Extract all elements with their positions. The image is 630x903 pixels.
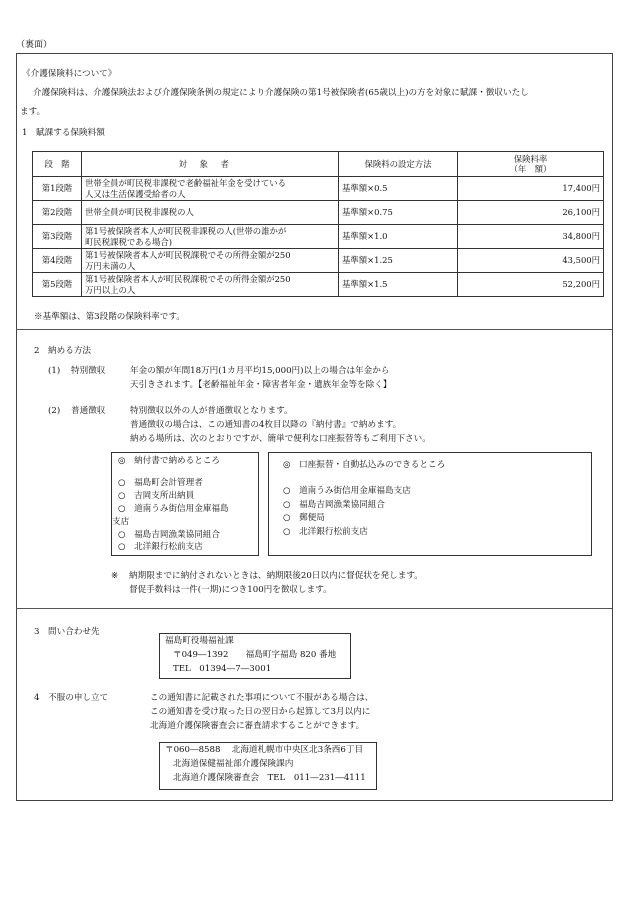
payment-slip-title: ◎ 納付書で納めるところ: [118, 456, 221, 466]
row-target-line2: 町民税課税である場合): [85, 236, 173, 247]
row-rate: 17,400円: [458, 177, 604, 201]
header-method: 保険料の設定方法: [339, 152, 458, 177]
row-stage: 第5段階: [33, 273, 82, 297]
item-2-line3: 納める場所は、次のとおりですが、簡単で便利な口座振替等もご利用下さい。: [130, 434, 431, 444]
appeal-line2: この通知書を受け取った日の翌日から起算して3月以内に: [150, 707, 371, 717]
list-item: ○ 福島吉岡漁業協同組合: [283, 500, 386, 510]
header-rate: [458, 152, 604, 177]
list-item: ○ 北洋銀行松前支店: [283, 527, 368, 537]
section-divider: [16, 329, 612, 330]
row-target: [82, 249, 339, 273]
item-1-line1: 年金の額が年間18万円(1カ月平均15,000円)以上の場合は年金から: [130, 366, 390, 376]
section-1-heading: 1 賦課する保険料額: [22, 128, 105, 138]
row-method: 基準額×1.5: [339, 273, 458, 297]
header-rate-line2: （年 額）: [509, 164, 552, 174]
list-item: ○ 道南うみ街信用金庫福島: [118, 504, 229, 514]
row-stage: 第1段階: [33, 177, 82, 201]
row-target-line2: 万円未満の人: [85, 260, 136, 271]
row-target-line1: 世帯全員が町民税非課税で老齢福祉年金を受けている: [85, 178, 286, 188]
table-row: [33, 249, 604, 273]
auto-debit-places-box: [268, 452, 592, 556]
row-target-line2: 人又は生活保護受給者の人: [85, 188, 186, 199]
row-rate: 26,100円: [458, 201, 604, 225]
section-3-heading: 3 問い合わせ先: [34, 627, 100, 637]
list-item: ○ 北洋銀行松前支店: [118, 542, 203, 552]
row-stage: 第2段階: [33, 201, 82, 225]
item-2-line1: 特別徴収以外の人が普通徴収となります。: [130, 406, 293, 416]
section-2-heading: 2 納める方法: [34, 346, 92, 356]
section-title: 《介護保険料について》: [22, 69, 117, 79]
table-row: [33, 225, 604, 249]
section-4-heading: 4 不服の申し立て: [34, 693, 109, 703]
row-stage: 第3段階: [33, 225, 82, 249]
intro-line-2: ます。: [20, 107, 46, 117]
row-target: [82, 177, 339, 201]
appeal-line3: 北海道介護保険審査会に審査請求することができます。: [150, 721, 365, 731]
list-item: ○ 福島吉岡漁業協同組合: [118, 530, 221, 540]
premium-table: [32, 151, 604, 297]
table-header-row: [33, 152, 604, 177]
list-item: ○ 道南うみ街信用金庫福島支店: [283, 486, 411, 496]
row-target-line1: 第1号被保険者本人が町民税課税でその所得金額が250: [85, 250, 291, 260]
item-2-number: (2): [48, 406, 61, 416]
header-rate-line1: 保険料率: [513, 153, 548, 164]
table-row: [33, 177, 604, 201]
review-board-address: 〒060―8588 北海道札幌市中央区北3条西6丁目: [165, 745, 364, 755]
table-row: [33, 273, 604, 297]
header-target: 対象者: [82, 152, 339, 177]
payment-slip-places-box: [111, 452, 259, 556]
contact-box: [159, 633, 351, 679]
item-1-number: (1): [48, 366, 61, 376]
appeal-line1: この通知書に記載された事項について不服がある場合は、: [150, 693, 374, 703]
warning-line1: 納期限までに納付されないときは、納期限後20日以内に督促状を発します。: [129, 571, 423, 581]
review-board-phone: 北海道介護保険審査会 TEL 011―231―4111: [173, 773, 366, 783]
list-item: 支店: [112, 517, 130, 527]
row-method: 基準額×1.25: [339, 249, 458, 273]
page-label: （裏面）: [16, 40, 53, 50]
row-method: 基準額×1.0: [339, 225, 458, 249]
row-target-line1: 第1号被保険者本人が町民税非課税の人(世帯の誰かが: [85, 226, 287, 236]
warning-line2: 督促手数料は一件(一期)につき100円を徴収します。: [129, 585, 332, 595]
row-target-line2: 万円以上の人: [85, 284, 136, 295]
row-method: 基準額×0.75: [339, 201, 458, 225]
row-rate: 52,200円: [458, 273, 604, 297]
contact-office: 福島町役場福祉課: [165, 636, 234, 646]
row-rate: 34,800円: [458, 225, 604, 249]
header-stage: 段 階: [33, 152, 82, 177]
list-item: ○ 郵便局: [283, 513, 325, 523]
list-item: ○ 福島町会計管理者: [118, 478, 203, 488]
review-board-box: [159, 742, 377, 790]
intro-line-1: 介護保険料は、介護保険法および介護保険条例の規定により介護保険の第1号被保険者(65歳以上)の方を対象に賦課・徴収いたし: [33, 88, 529, 98]
row-target-line1: 第1号被保険者本人が町民税課税でその所得金額が250: [85, 274, 291, 284]
base-amount-note: ※基準額は、第3段階の保険料率です。: [34, 312, 185, 322]
auto-debit-title: ◎ 口座振替・自動払込みのできるところ: [283, 460, 446, 470]
row-target: [82, 225, 339, 249]
row-target: [82, 273, 339, 297]
item-2-line2: 普通徴収の場合は、この通知書の4枚目以降の『納付書』で納めます。: [130, 420, 402, 430]
row-target-line1: 世帯全員が町民税非課税の人: [85, 207, 194, 218]
item-1-label: 特別徴収: [71, 366, 106, 376]
row-target: [82, 201, 339, 225]
table-row: [33, 201, 604, 225]
row-method: 基準額×0.5: [339, 177, 458, 201]
contact-address: 〒049―1392 福島町字福島 820 番地: [173, 650, 337, 660]
row-stage: 第4段階: [33, 249, 82, 273]
section-divider: [16, 608, 612, 609]
contact-phone: TEL 01394―7―3001: [173, 664, 272, 674]
list-item: ○ 吉岡支所出納員: [118, 491, 195, 501]
warning-mark: ※: [111, 571, 119, 581]
item-2-label: 普通徴収: [71, 406, 106, 416]
item-1-line2: 天引きされます。【老齢福祉年金・障害者年金・遺族年金等を除く】: [130, 380, 392, 390]
review-board-department: 北海道保健福祉部介護保険課内: [173, 759, 294, 769]
row-rate: 43,500円: [458, 249, 604, 273]
